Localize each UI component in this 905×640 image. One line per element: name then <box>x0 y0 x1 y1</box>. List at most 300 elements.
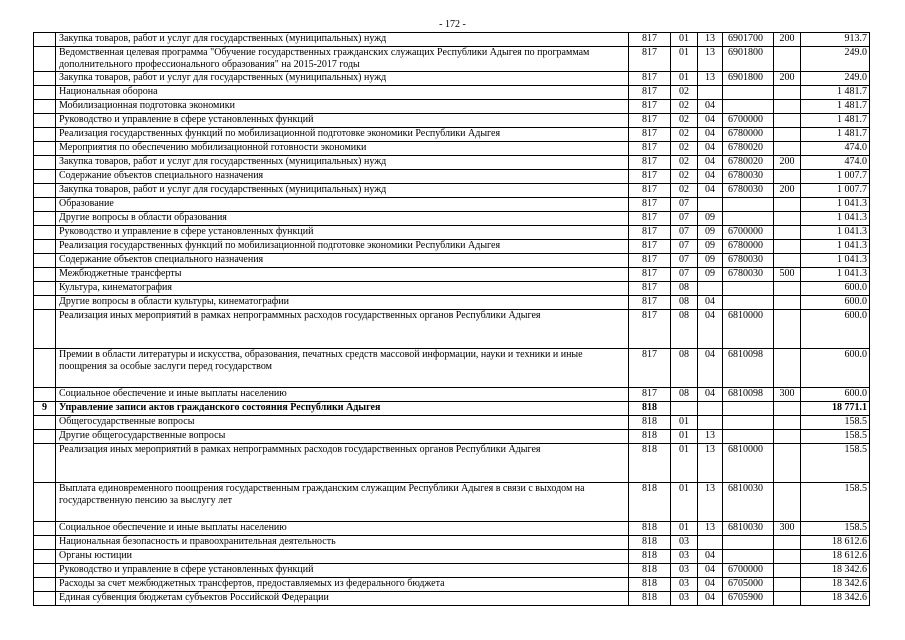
row-section-code: 01 <box>671 430 698 444</box>
row-expense-type <box>774 592 801 606</box>
row-section-code <box>671 402 698 416</box>
row-target-article <box>723 402 774 416</box>
row-target-article: 6810098 <box>723 388 774 402</box>
row-name: Другие вопросы в области образования <box>56 212 629 226</box>
row-amount: 158.5 <box>801 483 870 522</box>
row-expense-type <box>774 254 801 268</box>
row-target-article: 6810000 <box>723 444 774 483</box>
row-subsection-code: 04 <box>698 128 723 142</box>
row-name: Реализация государственных функций по мобилизационной подготовке экономики Республики Адыгея <box>56 128 629 142</box>
row-section-code: 03 <box>671 578 698 592</box>
row-ved-code: 817 <box>629 142 671 156</box>
row-section-code: 03 <box>671 564 698 578</box>
row-expense-type <box>774 198 801 212</box>
row-ved-code: 818 <box>629 522 671 536</box>
row-expense-type <box>774 212 801 226</box>
row-amount: 158.5 <box>801 522 870 536</box>
row-section-code: 02 <box>671 100 698 114</box>
row-amount: 913.7 <box>801 33 870 47</box>
row-target-article: 6780000 <box>723 240 774 254</box>
row-target-article: 6901800 <box>723 72 774 86</box>
row-number <box>34 522 56 536</box>
row-expense-type <box>774 296 801 310</box>
row-name: Реализация иных мероприятий в рамках непрограммных расходов государственных органов Республики Адыгея <box>56 310 629 349</box>
table-row <box>34 86 870 100</box>
row-ved-code: 818 <box>629 536 671 550</box>
row-subsection-code: 13 <box>698 444 723 483</box>
row-ved-code: 817 <box>629 349 671 388</box>
row-target-article: 6901700 <box>723 33 774 47</box>
table-row <box>34 212 870 226</box>
row-name: Выплата единовременного поощрения государственным гражданским служащим Республики Адыгея в связи с выходом на государственную пенсию за выслугу лет <box>56 483 629 522</box>
row-amount: 1 481.7 <box>801 128 870 142</box>
row-amount: 600.0 <box>801 282 870 296</box>
row-number <box>34 282 56 296</box>
row-name: Содержание объектов специального назначения <box>56 170 629 184</box>
row-subsection-code: 04 <box>698 578 723 592</box>
row-subsection-code: 09 <box>698 268 723 282</box>
row-name: Социальное обеспечение и иные выплаты населению <box>56 522 629 536</box>
row-subsection-code: 13 <box>698 430 723 444</box>
row-section-code: 03 <box>671 592 698 606</box>
row-subsection-code: 04 <box>698 550 723 564</box>
row-name: Премии в области литературы и искусства, образования, печатных средств массовой информации, науки и техники и иные поощрения за особые заслуги перед государством <box>56 349 629 388</box>
row-subsection-code: 13 <box>698 483 723 522</box>
row-expense-type <box>774 430 801 444</box>
row-target-article <box>723 296 774 310</box>
row-ved-code: 818 <box>629 564 671 578</box>
row-target-article <box>723 198 774 212</box>
table-row <box>34 72 870 86</box>
table-row <box>34 349 870 388</box>
row-expense-type <box>774 114 801 128</box>
row-section-code: 02 <box>671 170 698 184</box>
row-expense-type <box>774 47 801 72</box>
row-number <box>34 578 56 592</box>
row-expense-type: 200 <box>774 184 801 198</box>
row-target-article: 6705000 <box>723 578 774 592</box>
row-subsection-code: 09 <box>698 226 723 240</box>
row-expense-type: 500 <box>774 268 801 282</box>
row-amount: 18 612.6 <box>801 536 870 550</box>
row-amount: 1 041.3 <box>801 254 870 268</box>
row-subsection-code: 04 <box>698 310 723 349</box>
row-target-article <box>723 212 774 226</box>
row-section-code: 07 <box>671 240 698 254</box>
row-amount: 18 771.1 <box>801 402 870 416</box>
row-name: Образование <box>56 198 629 212</box>
row-target-article <box>723 100 774 114</box>
row-ved-code: 817 <box>629 72 671 86</box>
row-name: Другие общегосударственные вопросы <box>56 430 629 444</box>
row-target-article: 6780030 <box>723 170 774 184</box>
table-row <box>34 388 870 402</box>
row-section-code: 01 <box>671 444 698 483</box>
row-expense-type <box>774 564 801 578</box>
row-name: Общегосударственные вопросы <box>56 416 629 430</box>
row-expense-type <box>774 240 801 254</box>
table-row <box>34 564 870 578</box>
row-section-code: 03 <box>671 536 698 550</box>
page-number: - 172 - <box>439 19 466 30</box>
row-amount: 1 041.3 <box>801 212 870 226</box>
row-number <box>34 550 56 564</box>
row-expense-type <box>774 226 801 240</box>
row-ved-code: 817 <box>629 170 671 184</box>
row-ved-code: 817 <box>629 254 671 268</box>
row-name: Мероприятия по обеспечению мобилизационной готовности экономики <box>56 142 629 156</box>
row-section-code: 02 <box>671 156 698 170</box>
row-name: Органы юстиции <box>56 550 629 564</box>
row-amount: 1 041.3 <box>801 268 870 282</box>
row-number <box>34 114 56 128</box>
row-name: Закупка товаров, работ и услуг для государственных (муниципальных) нужд <box>56 156 629 170</box>
row-section-code: 02 <box>671 114 698 128</box>
row-expense-type <box>774 100 801 114</box>
row-expense-type <box>774 550 801 564</box>
row-target-article <box>723 282 774 296</box>
row-section-code: 08 <box>671 296 698 310</box>
table-row <box>34 550 870 564</box>
row-section-code: 03 <box>671 550 698 564</box>
row-name: Расходы за счет межбюджетных трансфертов, предоставляемых из федерального бюджета <box>56 578 629 592</box>
row-section-code: 07 <box>671 268 698 282</box>
row-ved-code: 817 <box>629 198 671 212</box>
row-amount: 1 041.3 <box>801 240 870 254</box>
table-row <box>34 47 870 72</box>
row-target-article: 6780000 <box>723 128 774 142</box>
row-number <box>34 268 56 282</box>
table-row <box>34 430 870 444</box>
row-name: Реализация государственных функций по мобилизационной подготовке экономики Республики Адыгея <box>56 240 629 254</box>
row-ved-code: 817 <box>629 310 671 349</box>
table-row <box>34 142 870 156</box>
row-amount: 158.5 <box>801 430 870 444</box>
row-number <box>34 170 56 184</box>
row-name: Руководство и управление в сфере установленных функций <box>56 114 629 128</box>
row-amount: 600.0 <box>801 349 870 388</box>
table-row <box>34 114 870 128</box>
row-target-article: 6780030 <box>723 184 774 198</box>
table-row <box>34 198 870 212</box>
row-expense-type <box>774 536 801 550</box>
row-target-article: 6700000 <box>723 564 774 578</box>
row-target-article: 6780030 <box>723 268 774 282</box>
row-subsection-code: 04 <box>698 296 723 310</box>
row-number <box>34 156 56 170</box>
row-subsection-code <box>698 86 723 100</box>
row-section-code: 08 <box>671 388 698 402</box>
row-expense-type <box>774 282 801 296</box>
row-name: Закупка товаров, работ и услуг для государственных (муниципальных) нужд <box>56 72 629 86</box>
row-subsection-code: 04 <box>698 184 723 198</box>
row-ved-code: 817 <box>629 156 671 170</box>
row-section-code: 07 <box>671 198 698 212</box>
row-name: Закупка товаров, работ и услуг для государственных (муниципальных) нужд <box>56 33 629 47</box>
table-row <box>34 444 870 483</box>
row-section-code: 07 <box>671 254 698 268</box>
row-subsection-code <box>698 282 723 296</box>
row-section-code: 08 <box>671 349 698 388</box>
row-subsection-code: 04 <box>698 142 723 156</box>
row-target-article: 6780030 <box>723 254 774 268</box>
row-subsection-code: 13 <box>698 522 723 536</box>
row-target-article <box>723 416 774 430</box>
row-number <box>34 47 56 72</box>
row-ved-code: 817 <box>629 268 671 282</box>
row-number <box>34 240 56 254</box>
row-subsection-code: 04 <box>698 388 723 402</box>
row-number <box>34 128 56 142</box>
row-amount: 474.0 <box>801 142 870 156</box>
row-number <box>34 310 56 349</box>
row-target-article: 6810098 <box>723 349 774 388</box>
row-name: Национальная безопасность и правоохранительная деятельность <box>56 536 629 550</box>
row-ved-code: 817 <box>629 86 671 100</box>
row-expense-type: 200 <box>774 72 801 86</box>
row-subsection-code <box>698 402 723 416</box>
row-ved-code: 817 <box>629 296 671 310</box>
row-target-article: 6810030 <box>723 522 774 536</box>
row-section-code: 01 <box>671 33 698 47</box>
table-row <box>34 156 870 170</box>
row-target-article: 6700000 <box>723 226 774 240</box>
row-expense-type <box>774 128 801 142</box>
row-name: Другие вопросы в области культуры, кинематографии <box>56 296 629 310</box>
row-name: Управление записи актов гражданского состояния Республики Адыгея <box>56 402 629 416</box>
row-number <box>34 444 56 483</box>
row-expense-type: 200 <box>774 33 801 47</box>
row-amount: 18 612.6 <box>801 550 870 564</box>
row-name: Единая субвенция бюджетам субъектов Российской Федерации <box>56 592 629 606</box>
row-subsection-code: 04 <box>698 564 723 578</box>
row-name: Национальная оборона <box>56 86 629 100</box>
row-name: Содержание объектов специального назначения <box>56 254 629 268</box>
row-number <box>34 296 56 310</box>
row-section-code: 02 <box>671 86 698 100</box>
row-amount: 1 041.3 <box>801 226 870 240</box>
row-number <box>34 388 56 402</box>
row-subsection-code <box>698 416 723 430</box>
table-row <box>34 282 870 296</box>
row-subsection-code: 04 <box>698 592 723 606</box>
row-section-code: 08 <box>671 282 698 296</box>
row-section-code: 01 <box>671 483 698 522</box>
row-number <box>34 100 56 114</box>
row-subsection-code: 04 <box>698 114 723 128</box>
row-expense-type <box>774 483 801 522</box>
row-target-article: 6780020 <box>723 142 774 156</box>
row-ved-code: 818 <box>629 430 671 444</box>
row-section-code: 01 <box>671 72 698 86</box>
table-row <box>34 592 870 606</box>
row-ved-code: 818 <box>629 578 671 592</box>
row-amount: 600.0 <box>801 296 870 310</box>
row-name: Социальное обеспечение и иные выплаты населению <box>56 388 629 402</box>
row-section-code: 08 <box>671 310 698 349</box>
row-subsection-code: 04 <box>698 100 723 114</box>
row-ved-code: 817 <box>629 388 671 402</box>
budget-table <box>33 32 870 606</box>
row-subsection-code: 09 <box>698 254 723 268</box>
table-row <box>34 170 870 184</box>
row-target-article <box>723 550 774 564</box>
row-amount: 249.0 <box>801 72 870 86</box>
row-section-code: 02 <box>671 184 698 198</box>
row-subsection-code: 04 <box>698 170 723 184</box>
row-subsection-code: 13 <box>698 33 723 47</box>
row-amount: 600.0 <box>801 310 870 349</box>
row-amount: 18 342.6 <box>801 592 870 606</box>
table-row <box>34 268 870 282</box>
row-expense-type: 300 <box>774 388 801 402</box>
row-amount: 1 007.7 <box>801 184 870 198</box>
row-name: Руководство и управление в сфере установленных функций <box>56 564 629 578</box>
row-section-code: 02 <box>671 128 698 142</box>
row-section-code: 07 <box>671 212 698 226</box>
row-number <box>34 198 56 212</box>
row-ved-code: 817 <box>629 33 671 47</box>
row-ved-code: 818 <box>629 483 671 522</box>
row-amount: 18 342.6 <box>801 578 870 592</box>
row-amount: 1 481.7 <box>801 86 870 100</box>
row-number <box>34 416 56 430</box>
row-section-code: 07 <box>671 226 698 240</box>
row-target-article: 6901800 <box>723 47 774 72</box>
table-row <box>34 240 870 254</box>
row-section-code: 02 <box>671 142 698 156</box>
row-subsection-code: 04 <box>698 156 723 170</box>
row-ved-code: 818 <box>629 592 671 606</box>
row-amount: 158.5 <box>801 444 870 483</box>
row-name: Закупка товаров, работ и услуг для государственных (муниципальных) нужд <box>56 184 629 198</box>
row-ved-code: 817 <box>629 184 671 198</box>
row-ved-code: 817 <box>629 128 671 142</box>
row-number: 9 <box>34 402 56 416</box>
row-ved-code: 817 <box>629 240 671 254</box>
row-target-article: 6810030 <box>723 483 774 522</box>
row-section-code: 01 <box>671 522 698 536</box>
table-row <box>34 296 870 310</box>
row-number <box>34 254 56 268</box>
table-row <box>34 226 870 240</box>
row-amount: 1 481.7 <box>801 114 870 128</box>
row-expense-type <box>774 578 801 592</box>
row-ved-code: 818 <box>629 444 671 483</box>
row-ved-code: 818 <box>629 416 671 430</box>
row-expense-type: 300 <box>774 522 801 536</box>
row-target-article <box>723 430 774 444</box>
row-name: Мобилизационная подготовка экономики <box>56 100 629 114</box>
row-ved-code: 817 <box>629 212 671 226</box>
row-number <box>34 483 56 522</box>
row-amount: 1 007.7 <box>801 170 870 184</box>
row-target-article: 6810000 <box>723 310 774 349</box>
row-expense-type <box>774 310 801 349</box>
row-name: Реализация иных мероприятий в рамках непрограммных расходов государственных органов Республики Адыгея <box>56 444 629 483</box>
row-number <box>34 72 56 86</box>
row-amount: 474.0 <box>801 156 870 170</box>
table-row <box>34 254 870 268</box>
row-target-article <box>723 536 774 550</box>
row-amount: 600.0 <box>801 388 870 402</box>
row-target-article: 6780020 <box>723 156 774 170</box>
table-row <box>34 522 870 536</box>
row-amount: 1 041.3 <box>801 198 870 212</box>
row-ved-code: 817 <box>629 226 671 240</box>
row-amount: 1 481.7 <box>801 100 870 114</box>
row-section-code: 01 <box>671 47 698 72</box>
table-row <box>34 402 870 416</box>
row-ved-code: 817 <box>629 114 671 128</box>
table-row <box>34 100 870 114</box>
row-name: Культура, кинематография <box>56 282 629 296</box>
row-number <box>34 212 56 226</box>
row-number <box>34 226 56 240</box>
budget-table-body <box>34 33 870 606</box>
row-expense-type <box>774 86 801 100</box>
row-subsection-code: 09 <box>698 240 723 254</box>
row-expense-type <box>774 170 801 184</box>
row-expense-type <box>774 349 801 388</box>
row-number <box>34 142 56 156</box>
row-amount: 18 342.6 <box>801 564 870 578</box>
table-row <box>34 536 870 550</box>
row-name: Ведомственная целевая программа "Обучение государственных гражданских служащих Республики Адыгея по программам дополнительного профессионального образования" на 2015-2017 годы <box>56 47 629 72</box>
row-ved-code: 817 <box>629 282 671 296</box>
row-number <box>34 184 56 198</box>
row-expense-type <box>774 142 801 156</box>
row-subsection-code: 13 <box>698 72 723 86</box>
row-amount: 158.5 <box>801 416 870 430</box>
table-row <box>34 128 870 142</box>
row-subsection-code: 04 <box>698 349 723 388</box>
table-row <box>34 578 870 592</box>
row-ved-code: 817 <box>629 100 671 114</box>
row-number <box>34 592 56 606</box>
row-subsection-code: 09 <box>698 212 723 226</box>
row-ved-code: 818 <box>629 550 671 564</box>
table-row <box>34 184 870 198</box>
row-target-article: 6705900 <box>723 592 774 606</box>
row-amount: 249.0 <box>801 47 870 72</box>
row-expense-type <box>774 444 801 483</box>
row-ved-code: 818 <box>629 402 671 416</box>
row-name: Межбюджетные трансферты <box>56 268 629 282</box>
row-target-article: 6700000 <box>723 114 774 128</box>
row-expense-type <box>774 402 801 416</box>
table-row <box>34 310 870 349</box>
table-row <box>34 33 870 47</box>
table-row <box>34 483 870 522</box>
row-subsection-code <box>698 536 723 550</box>
row-subsection-code <box>698 198 723 212</box>
row-target-article <box>723 86 774 100</box>
row-ved-code: 817 <box>629 47 671 72</box>
row-expense-type <box>774 416 801 430</box>
row-number <box>34 33 56 47</box>
row-number <box>34 349 56 388</box>
row-number <box>34 536 56 550</box>
row-number <box>34 86 56 100</box>
row-number <box>34 430 56 444</box>
row-number <box>34 564 56 578</box>
table-row <box>34 416 870 430</box>
row-section-code: 01 <box>671 416 698 430</box>
row-name: Руководство и управление в сфере установленных функций <box>56 226 629 240</box>
row-subsection-code: 13 <box>698 47 723 72</box>
row-expense-type: 200 <box>774 156 801 170</box>
